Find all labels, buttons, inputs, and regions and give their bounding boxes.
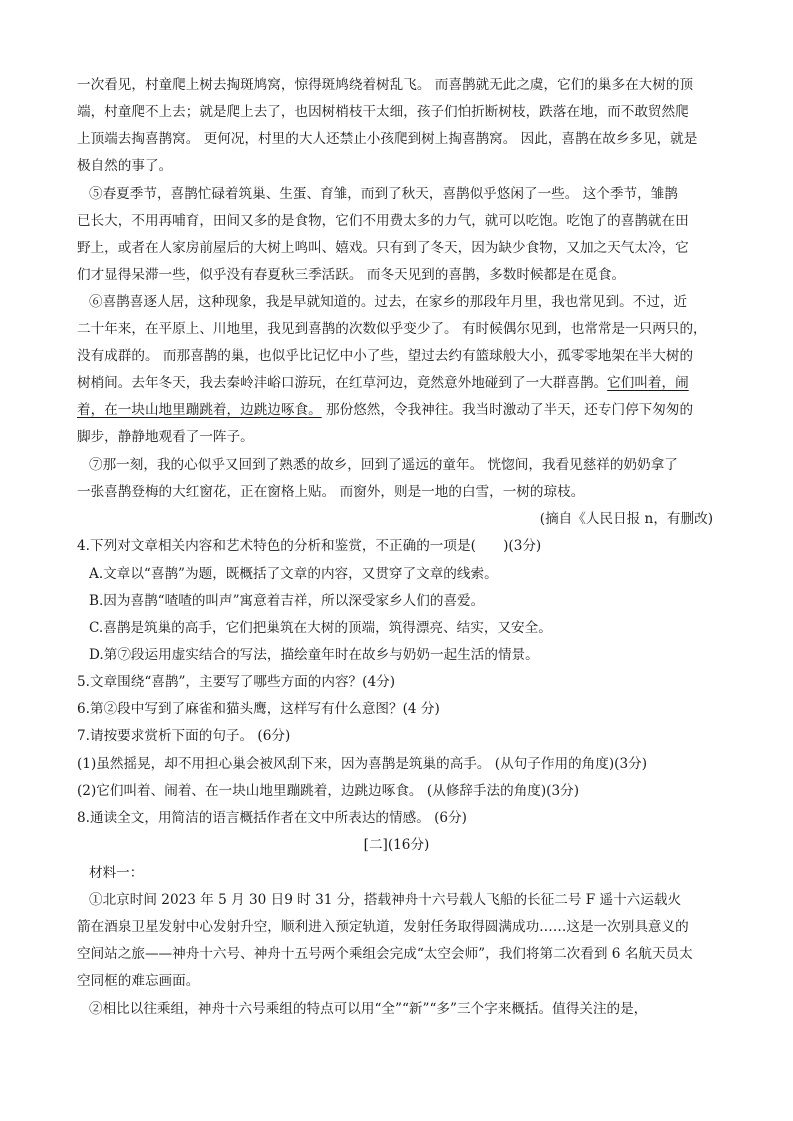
material-line: ①北京时间 2023 年 5 月 30 日9 时 31 分，搭载神舟十六号载人飞船的长征二号 F 遥十六运载火 <box>89 892 682 908</box>
question-4-option-c: C.喜鹊是筑巢的高手，它们把巢筑在大树的顶端，筑得漂亮、结实，又安全。 <box>89 620 552 636</box>
question-5: 5.文章围绕“喜鹊”，主要写了哪些方面的内容？(4分) <box>77 674 395 690</box>
essay-line: 极自然的事了。 <box>77 158 173 174</box>
question-4-option-a: A.文章以“喜鹊”为题，既概括了文章的内容，又贯穿了文章的线索。 <box>89 566 498 582</box>
section-title: [二](16分) <box>363 837 430 853</box>
essay-line: 端，村童爬不上去；就是爬上去了，也因树梢枝干太细，孩子们怕折断树枝，跌落在地，而不敢贸然爬 <box>77 104 689 120</box>
question-4-option-d: D.第⑦段运用虚实结合的写法，描绘童年时在故乡与奶奶一起生活的情景。 <box>89 647 539 663</box>
essay-line: 没有成群的。 而那喜鹊的巢，也似乎比记忆中小了些，望过去约有篮球般大小，孤零零地架在半大树的 <box>77 348 694 364</box>
essay-line: ⑤春夏季节，喜鹊忙碌着筑巢、生蛋、育雏，而到了秋天，喜鹊似乎悠闲了一些。 这个季节，雏鹊 <box>89 186 678 202</box>
essay-line: 已长大，不用再哺育，田间又多的是食物，它们不用费太多的力气，就可以吃饱。吃饱了的喜鹊就在田 <box>77 213 689 229</box>
material-line: 空同框的难忘画面。 <box>77 973 200 989</box>
material-line: ②相比以往乘组，神舟十六号乘组的特点可以用“全”“新”“多”三个字来概括。值得关注的是， <box>89 1001 648 1017</box>
question-4-stem: 4.下列对文章相关内容和艺术特色的分析和鉴赏，不正确的一项是( )(3分) <box>77 538 542 554</box>
question-8: 8.通读全文，用简洁的语言概括作者在文中所表达的情感。 (6分) <box>77 810 467 826</box>
material-label: 材料一： <box>89 865 144 881</box>
question-7: 7.请按要求赏析下面的句子。 (6分) <box>77 728 291 744</box>
question-6: 6.第②段中写到了麻雀和猫头鹰，这样写有什么意图？(4 分) <box>77 701 440 717</box>
essay-line <box>77 397 727 423</box>
essay-line: 上顶端去掏喜鹊窝。 更何况，村里的大人还禁止小孩爬到树上掏喜鹊窝。 因此，喜鹊在故乡多见，就是 <box>77 131 698 147</box>
essay-line: 一张喜鹊登梅的大红窗花，正在窗格上贴。 而窗外，则是一地的白雪，一树的琼枝。 <box>77 484 585 500</box>
essay-text: 那份悠然，令我神往。我当时激动了半天，还专门停下匆匆的 <box>321 402 694 418</box>
underlined-sentence: 着，在一块山地里蹦跳着，边跳边啄食。 <box>77 402 322 418</box>
underlined-sentence: 它们叫着，闹 <box>607 375 689 391</box>
question-7-part-1: (1)虽然摇晃，却不用担心巢会被风刮下来，因为喜鹊是筑巢的高手。 (从句子作用的角度)(3分) <box>77 756 647 772</box>
essay-line: ⑥喜鹊喜逐人居，这种现象，我是早就知道的。过去，在家乡的那段年月里，我也常见到。不过，近 <box>89 294 688 310</box>
source-citation: (摘自《人民日报 n，有删改) <box>539 511 713 527</box>
essay-line: ⑦那一刻，我的心似乎又回到了熟悉的故乡，回到了遥远的童年。 恍惚间，我看见慈祥的奶奶拿了 <box>89 457 678 473</box>
essay-line: 二十年来，在平原上、川地里，我见到喜鹊的次数似乎变少了。 有时候偶尔见到，也常常是一只两只的， <box>77 321 707 337</box>
essay-line: 脚步，静静地观看了一阵子。 <box>77 429 254 445</box>
material-line: 箭在酒泉卫星发射中心发射升空，顺利进入预定轨道，发射任务取得圆满成功……这是一次别具意义的 <box>77 919 689 935</box>
essay-line <box>77 370 727 396</box>
question-7-part-2: (2)它们叫着、闹着、在一块山地里蹦跳着，边跳边啄食。 (从修辞手法的角度)(3分) <box>77 783 580 799</box>
essay-line: 野上，或者在人家房前屋后的大树上鸣叫、嬉戏。只有到了冬天，因为缺少食物，又加之天气太冷，它 <box>77 240 689 256</box>
question-4-option-b: B.因为喜鹊“喳喳的叫声”寓意着吉祥，所以深受家乡人们的喜爱。 <box>89 593 485 609</box>
essay-text: 树梢间。去年冬天，我去秦岭沣峪口游玩，在红草河边，竟然意外地碰到了一大群喜鹊。 <box>77 375 608 391</box>
essay-line: 们才显得呆滞一些，似乎没有春夏秋三季活跃。 而冬天见到的喜鹊，多数时候都是在觅食。 <box>77 267 626 283</box>
essay-line: 一次看见，村童爬上树去掏斑鸠窝，惊得斑鸠绕着树乱飞。 而喜鹊就无此之虞，它们的巢多在大树的顶 <box>77 77 694 93</box>
material-line: 空间站之旅——神舟十六号、神舟十五号两个乘组会完成“太空会师”，我们将第二次看到 6 名航天员太 <box>77 946 693 962</box>
